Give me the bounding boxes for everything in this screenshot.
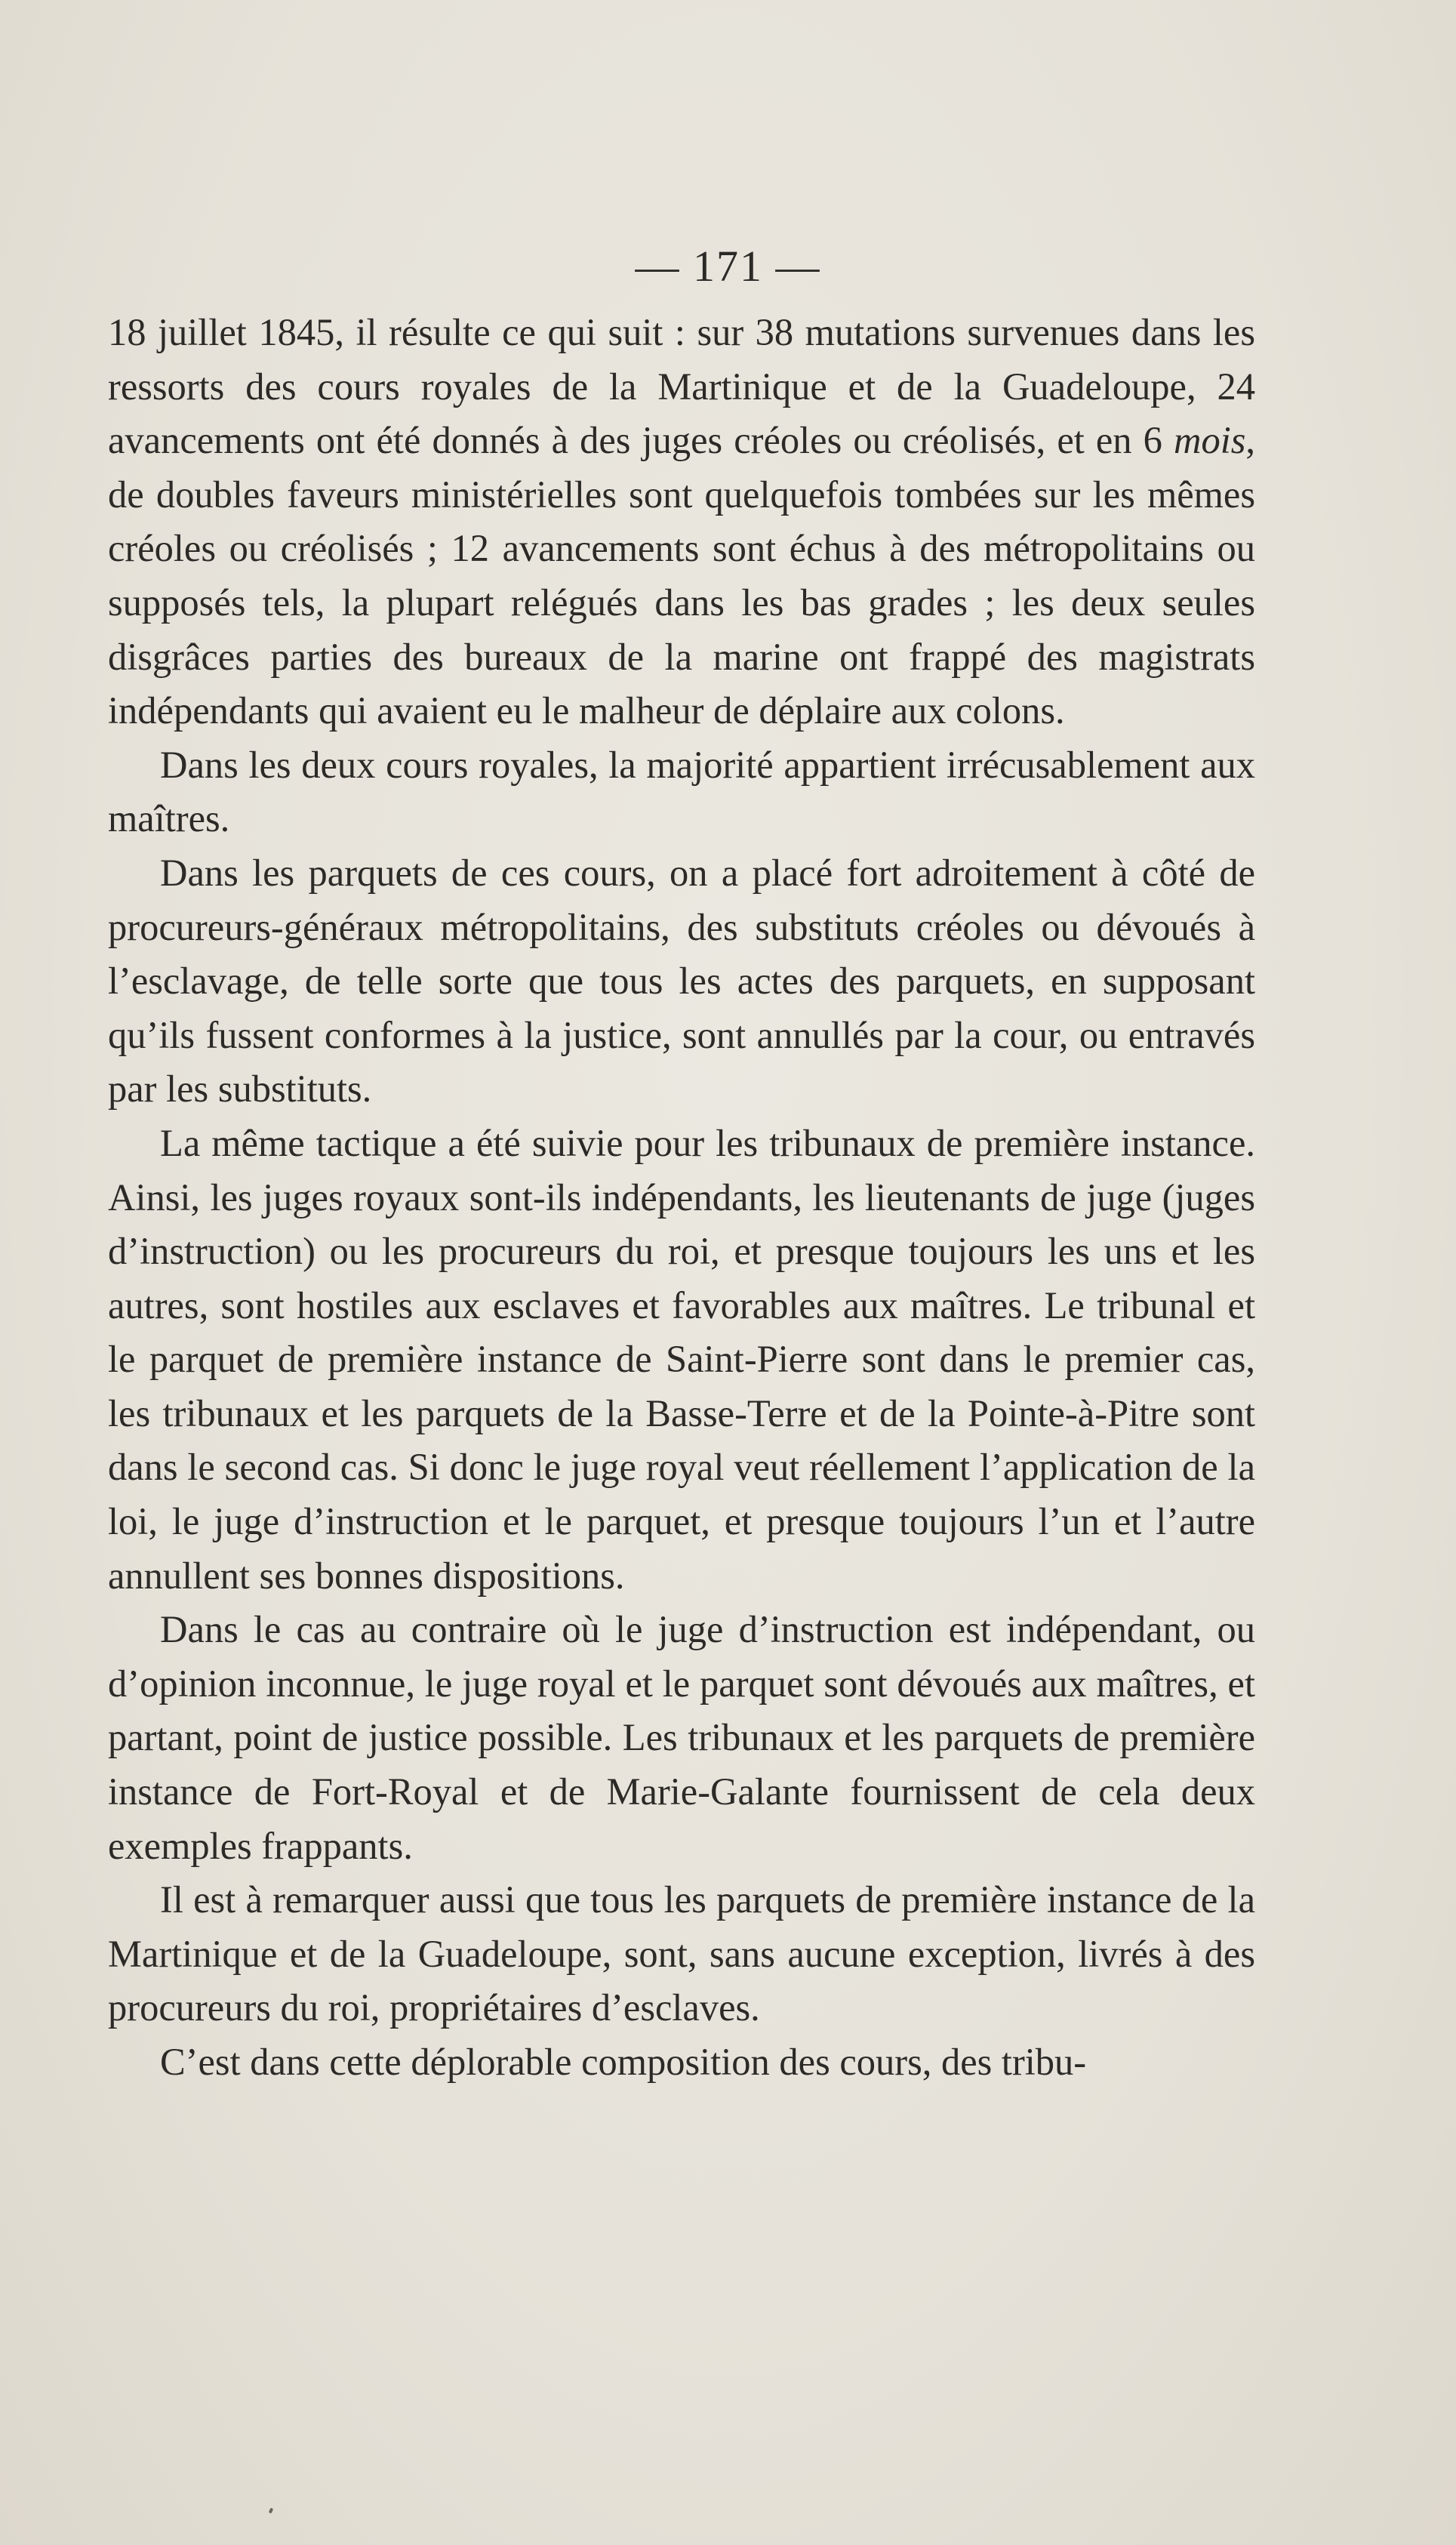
paragraph-4: La même tactique a été suivie pour les tribunaux de première instance. Ainsi, les juges royaux sont-ils indépendants, les lieutenants de juge (juges d’instruction) ou les procureurs du roi, et presque toujours les uns et les autres, sont hostiles aux esclaves et favorables aux maîtres. Le tribunal et le parquet de première instance de Saint-Pierre sont dans le premier cas, les tribunaux et les parquets de la Basse-Terre et de la Pointe-à-Pitre sont dans le second cas. Si donc le juge royal veut réellement l’application de la loi, le juge d’instruction et le parquet, et presque toujours l’un et l’autre annullent ses bonnes dispositions. <box>108 1121 1255 1597</box>
emphasis-mois: mois <box>1173 419 1246 462</box>
paper-speck-mark <box>269 2507 274 2513</box>
paragraph-7: C’est dans cette déplorable composition des cours, des tribu- <box>160 2041 1087 2083</box>
paragraph-6: Il est à remarquer aussi que tous les parquets de première instance de la Martinique et de la Guadeloupe, sont, sans aucune exception, livrés à des procureurs du roi, propriétaires d’esclaves. <box>108 1878 1255 2029</box>
paragraph-1-text-before: 18 juillet 1845, il résulte ce qui suit : sur 38 mutations survenues dans les ressorts des cours royales de la Martinique et de la Guadeloupe, 24 avancements ont été donnés à des juges créoles ou créolisés, et en 6 <box>108 311 1255 462</box>
paragraph-3: Dans les parquets de ces cours, on a placé fort adroitement à côté de procureurs-généraux métropolitains, des substituts créoles ou dévoués à l’esclavage, de telle sorte que tous les actes des parquets, en supposant qu’ils fussent conformes à la justice, sont annullés par la cour, ou entravés par les substituts. <box>108 851 1255 1111</box>
body-text <box>108 306 1255 2090</box>
paragraph-2: Dans les deux cours royales, la majorité appartient irrécusablement aux maîtres. <box>108 743 1255 840</box>
paragraph-1 <box>108 306 1255 738</box>
page-number: — 171 — <box>635 242 821 291</box>
paragraph-5: Dans le cas au contraire où le juge d’instruction est indépendant, ou d’opinion inconnue, le juge royal et le parquet sont dévoués aux maîtres, et partant, point de justice possible. Les tribunaux et les parquets de première instance de Fort-Royal et de Marie-Galante fournissent de cela deux exemples frappants. <box>108 1608 1255 1867</box>
paragraph-1-text-after: , de doubles faveurs ministérielles sont quelquefois tombées sur les mêmes créoles ou créolisés ; 12 avancements sont échus à des métropolitains ou supposés tels, la plupart relégués dans les bas grades ; les deux seules disgrâces parties des bureaux de la marine ont frappé des magistrats indépendants qui avaient eu le malheur de déplaire aux colons. <box>108 419 1255 732</box>
